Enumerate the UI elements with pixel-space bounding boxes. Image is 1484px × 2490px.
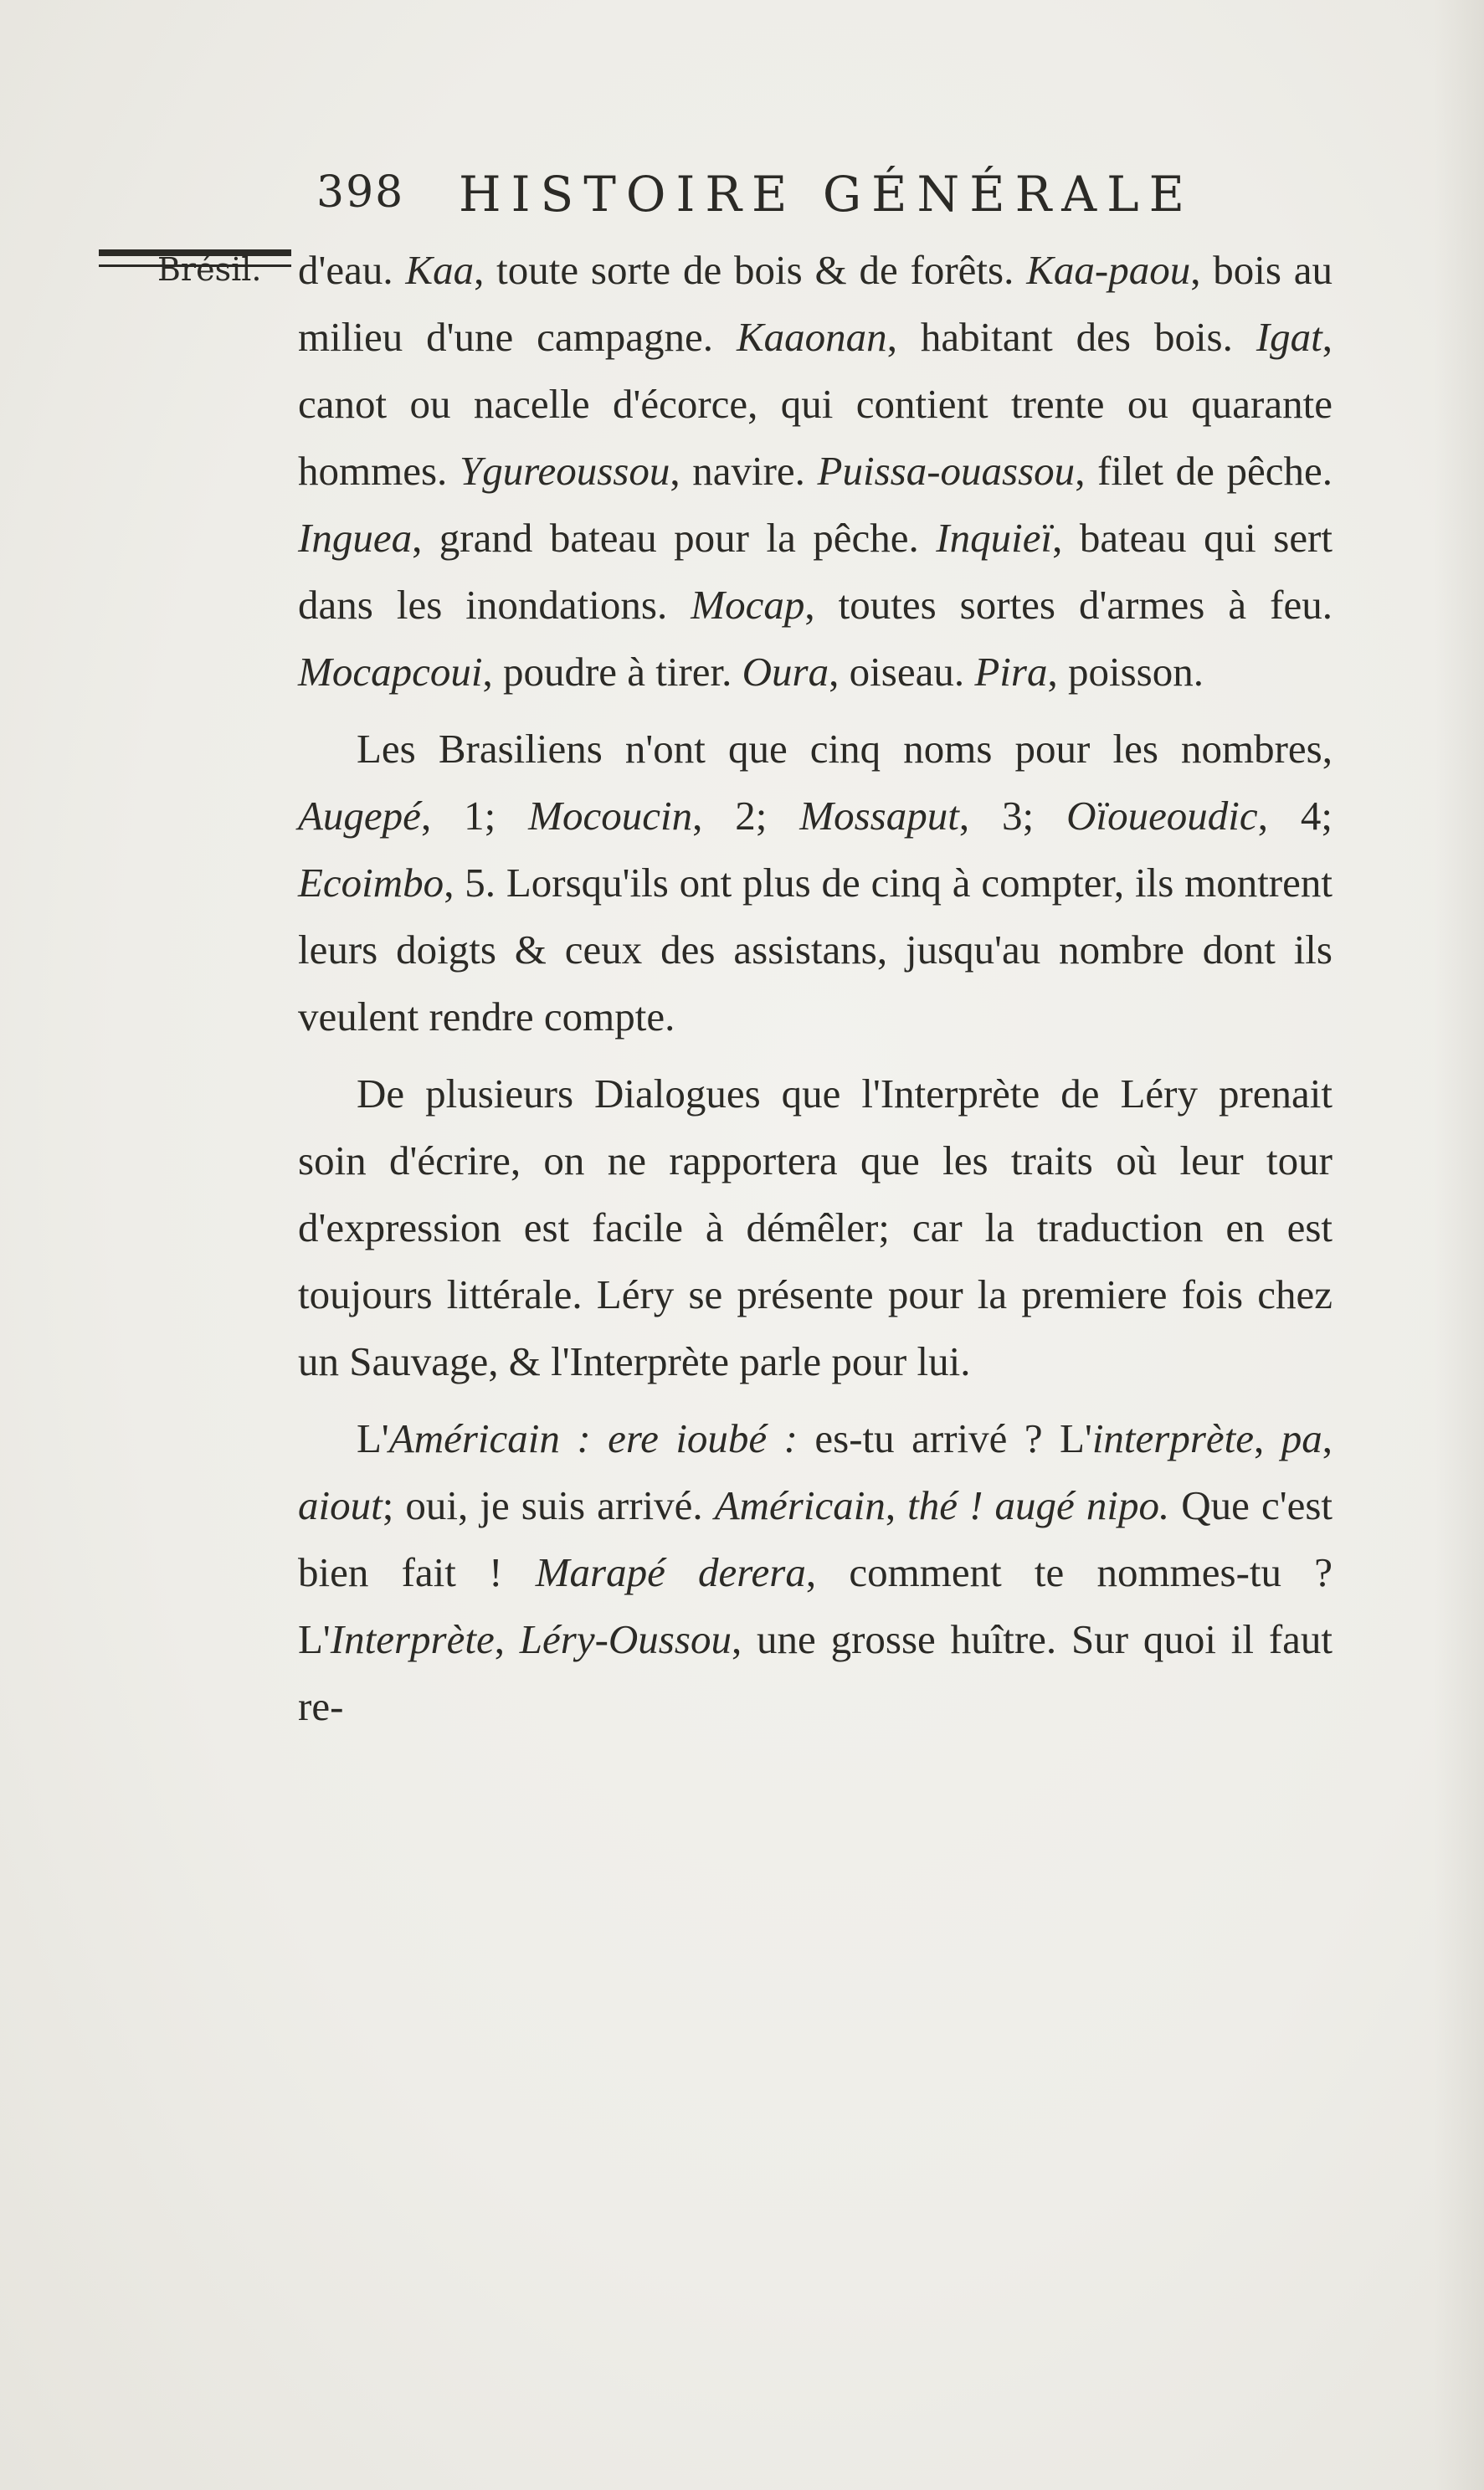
running-title: HISTOIRE GÉNÉRALE [459, 166, 1194, 223]
italic-term: Américain : ere ioubé : [388, 1415, 798, 1461]
page-header [316, 159, 1338, 226]
page-edge-shadow [1434, 0, 1484, 2490]
text-run: , bois au milieu d'une campagne. [298, 247, 1333, 360]
italic-term: Augepé [298, 793, 421, 839]
italic-term: Puissa-ouassou [817, 448, 1076, 494]
text-run: , oiseau. [829, 649, 975, 695]
text-run: , comment te nommes-tu ? L' [298, 1549, 1333, 1662]
italic-term: Oura [742, 649, 829, 695]
paragraph [298, 237, 1333, 706]
italic-term: Oïoueoudic [1066, 793, 1258, 839]
text-run: , 4; [1257, 793, 1333, 839]
italic-term: Américain [714, 1482, 886, 1528]
italic-term: Léry-Oussou [519, 1616, 732, 1662]
text-run: , 3; [958, 793, 1067, 839]
italic-term: Kaa [405, 247, 475, 293]
text-run: L' [357, 1415, 389, 1461]
italic-term: pa [1281, 1415, 1322, 1461]
text-run: , navire. [670, 448, 818, 494]
paragraph [298, 1060, 1333, 1395]
italic-term: Kaa-paou [1026, 247, 1191, 293]
text-run: De plusieurs Dialogues que l'Interprète de Léry prenait soin d'écrire, on ne rapportera que les traits où leur tour d'expression est facile à démêler; car la traduction en est toujours littérale. Léry se présente pour la premiere fois chez un Sauvage, & l'Interprète parle pour lui. [298, 1070, 1333, 1384]
text-run: , toutes sortes d'armes à feu. [804, 582, 1333, 628]
italic-term: Mocapcoui [298, 649, 483, 695]
text-run: , 1; [420, 793, 529, 839]
text-run: , [494, 1616, 520, 1662]
paragraph [298, 1405, 1333, 1740]
italic-term: Interprète [330, 1616, 495, 1662]
text-run: , grand bateau pour la pêche. [412, 515, 937, 561]
text-run: , 5. Lorsqu'ils ont plus de cinq à compter, ils montrent leurs doigts & ceux des assistans, jusqu'au nombre dont ils veulent rendre compte. [298, 860, 1333, 1040]
text-run: , habitant des bois. [886, 314, 1256, 360]
italic-term: Inguea [298, 515, 413, 561]
italic-term: Mocap [691, 582, 805, 628]
italic-term: Kaaonan [737, 314, 887, 360]
margin-note: Brésil. [157, 251, 262, 288]
italic-term: Inquieï [936, 515, 1053, 561]
text-run: ; oui, je suis arrivé. [382, 1482, 715, 1528]
text-run: , canot ou nacelle d'écorce, qui contient trente ou quarante hommes. [298, 314, 1333, 494]
text-run: es-tu arrivé ? L' [797, 1415, 1092, 1461]
text-run: , poudre à tirer. [482, 649, 742, 695]
text-run: , poisson. [1047, 649, 1204, 695]
text-run: d'eau. [298, 247, 406, 293]
text-run: , filet de pêche. [1075, 448, 1333, 494]
text-run: , toute sorte de bois & de forêts. [474, 247, 1027, 293]
italic-term: thé ! augé nipo. [907, 1482, 1170, 1528]
italic-term: aiout [298, 1482, 383, 1528]
italic-term: Ecoimbo [298, 860, 444, 906]
text-run: , [1254, 1415, 1281, 1461]
text-run: , une grosse huître. Sur quoi il faut re- [298, 1616, 1333, 1729]
italic-term: interprète [1091, 1415, 1255, 1461]
italic-term: Pira [974, 649, 1048, 695]
text-run: , 2; [692, 793, 800, 839]
italic-term: Igat [1255, 314, 1322, 360]
paragraph [298, 716, 1333, 1050]
text-run: , bateau qui sert dans les inondations. [298, 515, 1333, 628]
italic-term: Ygureoussou [459, 448, 670, 494]
text-run: , [1322, 1415, 1333, 1461]
text-run: Que c'est bien fait ! [298, 1482, 1333, 1595]
text-run: Les Brasiliens n'ont que cinq noms pour les nombres, [357, 726, 1333, 772]
italic-term: Mossaput [799, 793, 959, 839]
italic-term: Marapé derera [535, 1549, 806, 1595]
text-run: , [885, 1482, 908, 1528]
body-text [298, 237, 1333, 1740]
italic-term: Mocoucin [528, 793, 693, 839]
page-number: 398 [316, 167, 405, 218]
